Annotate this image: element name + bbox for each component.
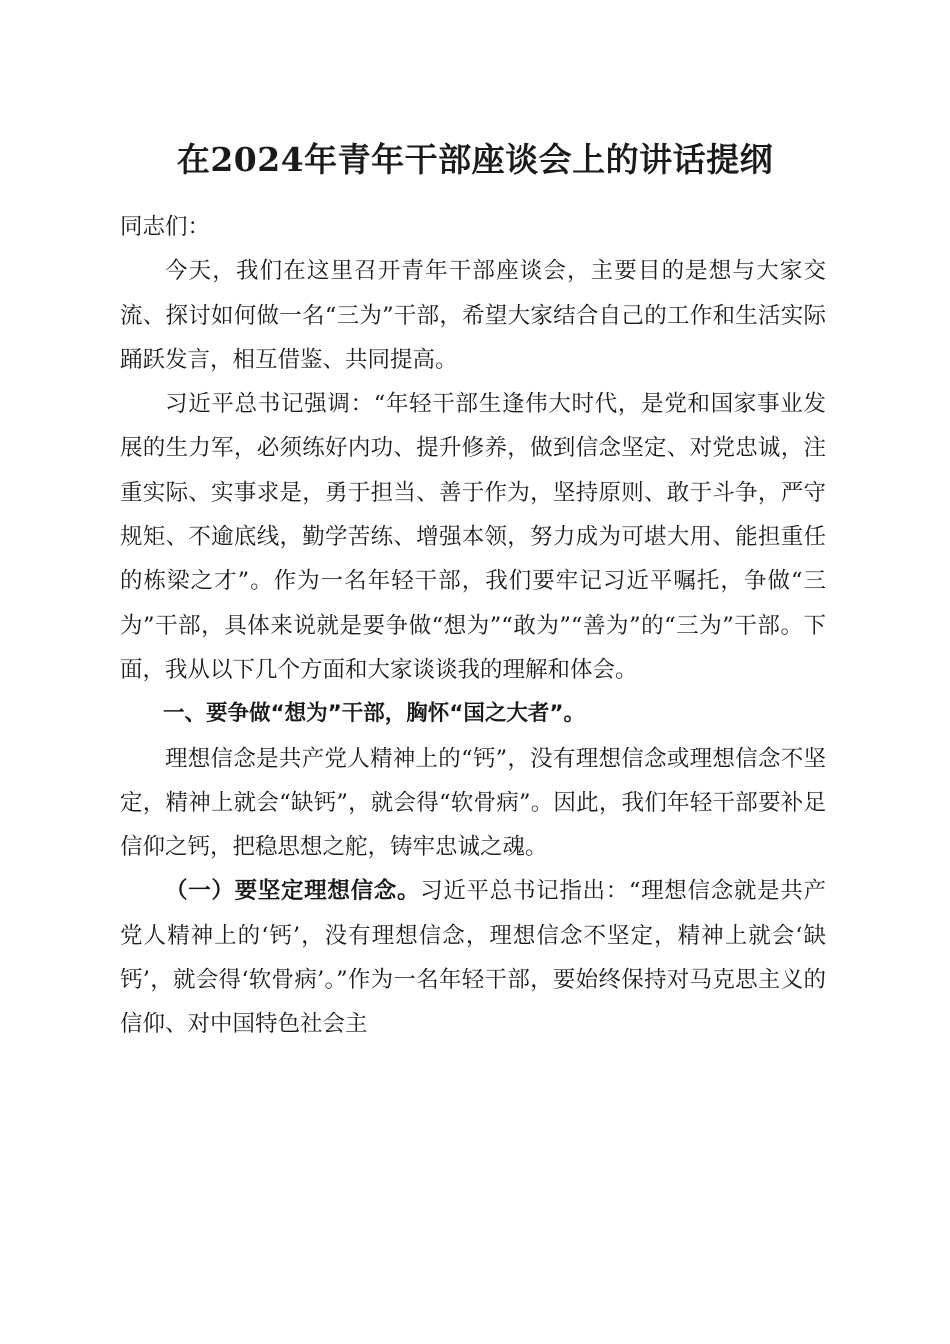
subsection-heading-1: （一）要坚定理想信念。 (165, 878, 421, 905)
paragraph-opening: 今天，我们在这里召开青年干部座谈会，主要目的是想与大家交流、探讨如何做一名“三为”干部，希望大家结合自己的工作和生活实际踊跃发言，相互借鉴、共同提高。 (120, 258, 826, 373)
paragraph-subsection-1 (120, 869, 826, 1046)
salutation: 同志们： (120, 214, 211, 240)
paragraph-ideals: 理想信念是共产党人精神上的“钙”，没有理想信念或理想信念不坚定，精神上就会“缺钙”，就会得“软骨病”。因此，我们年轻干部要补足信仰之钙，把稳思想之舵，铸牢忠诚之魂。 (120, 745, 826, 861)
section-heading-1: 一、要争做“想为”干部，胸怀“国之大者”。 (163, 701, 586, 727)
paragraph-quote: 习近平总书记强调：“年轻干部生逢伟大时代，是党和国家事业发展的生力军，必须练好内功、提升修养，做到信念坚定、对党忠诚，注重实际、实事求是，勇于担当、善于作为，坚持原则、敢于斗争，严守规矩、不逾底线，勤学苦练、增强本领，努力成为可堪大用、能担重任的栋梁之才”。作为一名年轻干部，我们要牢记习近平嘱托，争做“三为”干部，具体来说就是要争做“想为”“敢为”“善为”的“三为”干部。下面，我从以下几个方面和大家谈谈我的理解和体会。 (120, 391, 826, 683)
document-title: 在2024年青年干部座谈会上的讲话提纲 (176, 140, 774, 179)
document-body (120, 205, 826, 1047)
subsection-text-1: 习近平总书记指出：“理想信念就是共产党人精神上的‘钙’，没有理想信念，理想信念不坚定，精神上就会‘缺钙’，就会得‘软骨病’。”作为一名年轻干部，要始终保持对马克思主义的信仰、对中国特色社会主 (120, 878, 826, 1038)
